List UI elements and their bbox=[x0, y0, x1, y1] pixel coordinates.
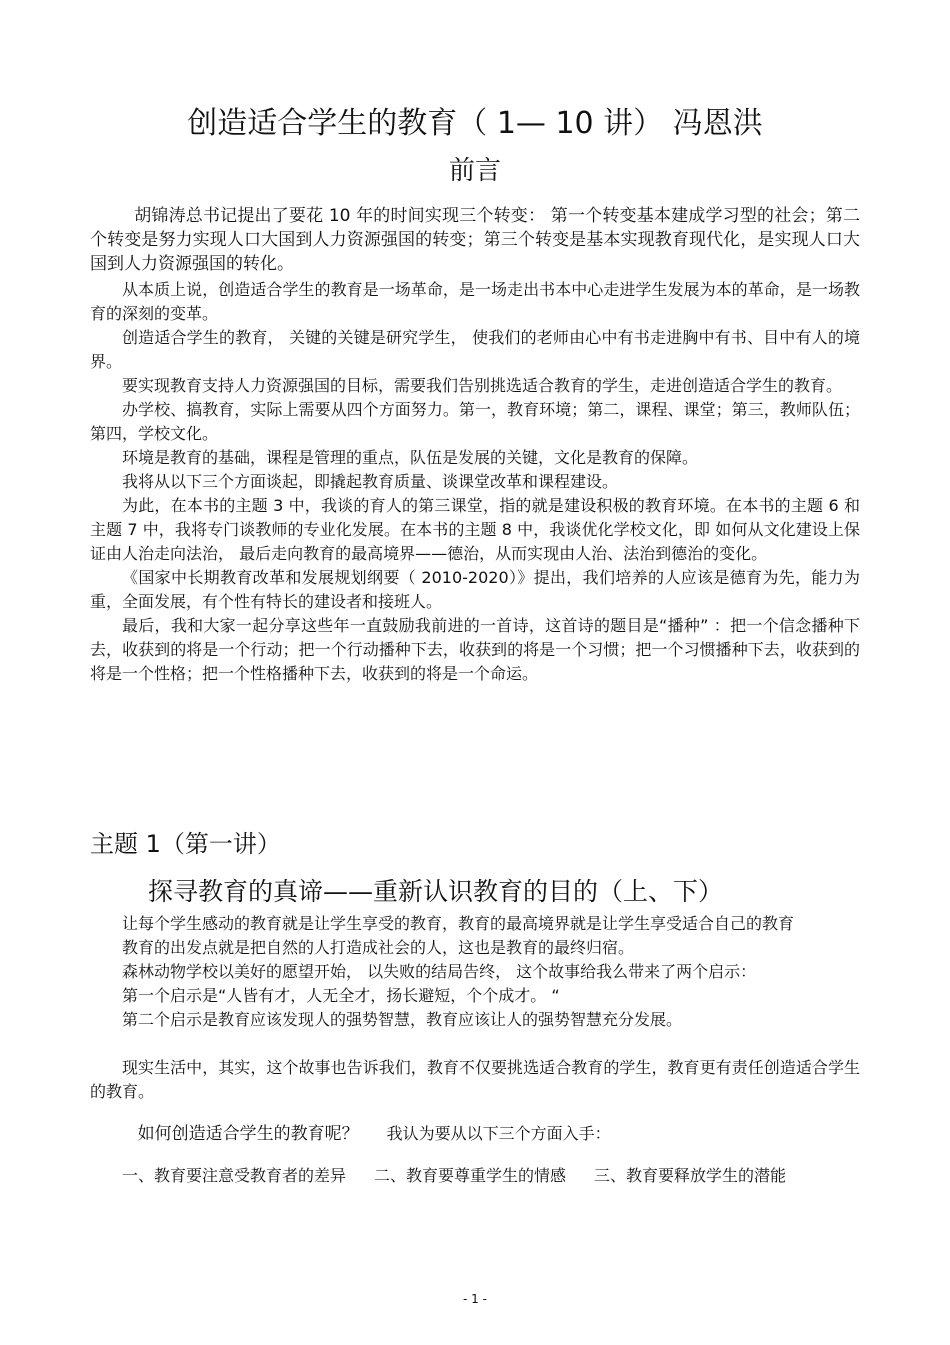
aspect-item: 二、教育要尊重学生的情感 bbox=[374, 1166, 567, 1185]
question-text: 如何创造适合学生的教育呢？ bbox=[137, 1124, 359, 1144]
preface-paragraph: 胡锦涛总书记提出了要花 10 年的时间实现三个转变： 第一个转变基本建成学习型的社会；第二个转变是努力实现人口大国到人力资源强国的转变；第三个转变是基本实现教育现代化，是实现人口大国到人力资源强国的转化。 bbox=[90, 206, 860, 274]
preface-paragraph: 办学校、搞教育，实际上需要从四个方面努力。第一，教育环境；第二，课程、课堂；第三，教师队伍；第四，学校文化。 bbox=[90, 400, 860, 443]
section-title: 探寻教育的真谛——重新认识教育的目的（上、下） bbox=[148, 877, 724, 906]
aspect-item: 一、教育要注意受教育者的差异 bbox=[122, 1166, 347, 1185]
section-paragraph: 教育的出发点就是把自然的人打造成社会的人，这也是教育的最终归宿。 bbox=[122, 938, 635, 957]
aspects-list bbox=[90, 1164, 860, 1188]
question-paragraph bbox=[90, 1122, 860, 1146]
preface-paragraph: 环境是教育的基础，课程是管理的重点，队伍是发展的关键，文化是教育的保障。 bbox=[122, 448, 699, 467]
preface-paragraph: 为此，在本书的主题 3 中，我谈的育人的第三课堂，指的就是建设积极的教育环境。在本书的主题 6 和主题 7 中，我将专门谈教师的专业化发展。在本书的主题 8 中，我谈优化学校文化，即 如何从文化建设上保证由人治走向法治， 最后走向教育的最高境界——德治，从而实现由人治、法治到德治的变化。 bbox=[90, 496, 860, 563]
preface-paragraph: 要实现教育支持人力资源强国的目标，需要我们告别挑选适合教育的学生，走进创造适合学生的教育。 bbox=[122, 376, 843, 395]
preface-heading: 前言 bbox=[448, 156, 501, 186]
preface-paragraph: 我将从以下三个方面谈起，即撬起教育质量、谈课堂改革和课程建设。 bbox=[122, 472, 619, 491]
reality-paragraph: 现实生活中，其实，这个故事也告诉我们，教育不仅要挑选适合教育的学生，教育更有责任创造适合学生的教育。 bbox=[90, 1058, 860, 1101]
aspect-item: 三、教育要释放学生的潜能 bbox=[594, 1166, 787, 1185]
preface-paragraph: 创造适合学生的教育， 关键的关键是研究学生， 使我们的老师由心中有书走进胸中有书、目中有人的境界。 bbox=[90, 328, 860, 371]
preface-paragraph: 从本质上说，创造适合学生的教育是一场革命，是一场走出书本中心走进学生发展为本的革命，是一场教育的深刻的变革。 bbox=[90, 280, 860, 323]
question-answer: 我认为要从以下三个方面入手： bbox=[386, 1124, 611, 1143]
section-heading: 主题 1（第一讲） bbox=[90, 830, 281, 858]
page-number: - 1 - bbox=[463, 1292, 487, 1306]
section-body bbox=[90, 912, 860, 1188]
preface-paragraph: 《国家中长期教育改革和发展规划纲要（ 2010-2020）》提出，我们培养的人应该是德育为先，能力为重，全面发展，有个性有特长的建设者和接班人。 bbox=[90, 568, 860, 611]
section-paragraph: 让每个学生感动的教育就是让学生享受的教育，教育的最高境界就是让学生享受适合自己的教育 bbox=[122, 914, 795, 933]
section-paragraph: 第一个启示是“人皆有才，人无全才，扬长避短，个个成才。 “ bbox=[122, 986, 560, 1005]
document-title: 创造适合学生的教育（ 1— 10 讲） 冯恩洪 bbox=[187, 106, 763, 141]
section-paragraph: 第二个启示是教育应该发现人的强势智慧，教育应该让人的强势智慧充分发展。 bbox=[122, 1010, 683, 1029]
section-paragraph: 森林动物学校以美好的愿望开始， 以失败的结局告终， 这个故事给我么带来了两个启示： bbox=[122, 962, 757, 981]
preface-body bbox=[90, 204, 860, 686]
preface-paragraph: 最后，我和大家一起分享这些年一直鼓励我前进的一首诗，这首诗的题目是“播种” ：把一个信念播种下去，收获到的将是一个行动；把一个行动播种下去，收获到的将是一个习惯；把一个习惯播种下去，收获到的将是一个性格；把一个性格播种下去，收获到的将是一个命运。 bbox=[90, 616, 860, 683]
